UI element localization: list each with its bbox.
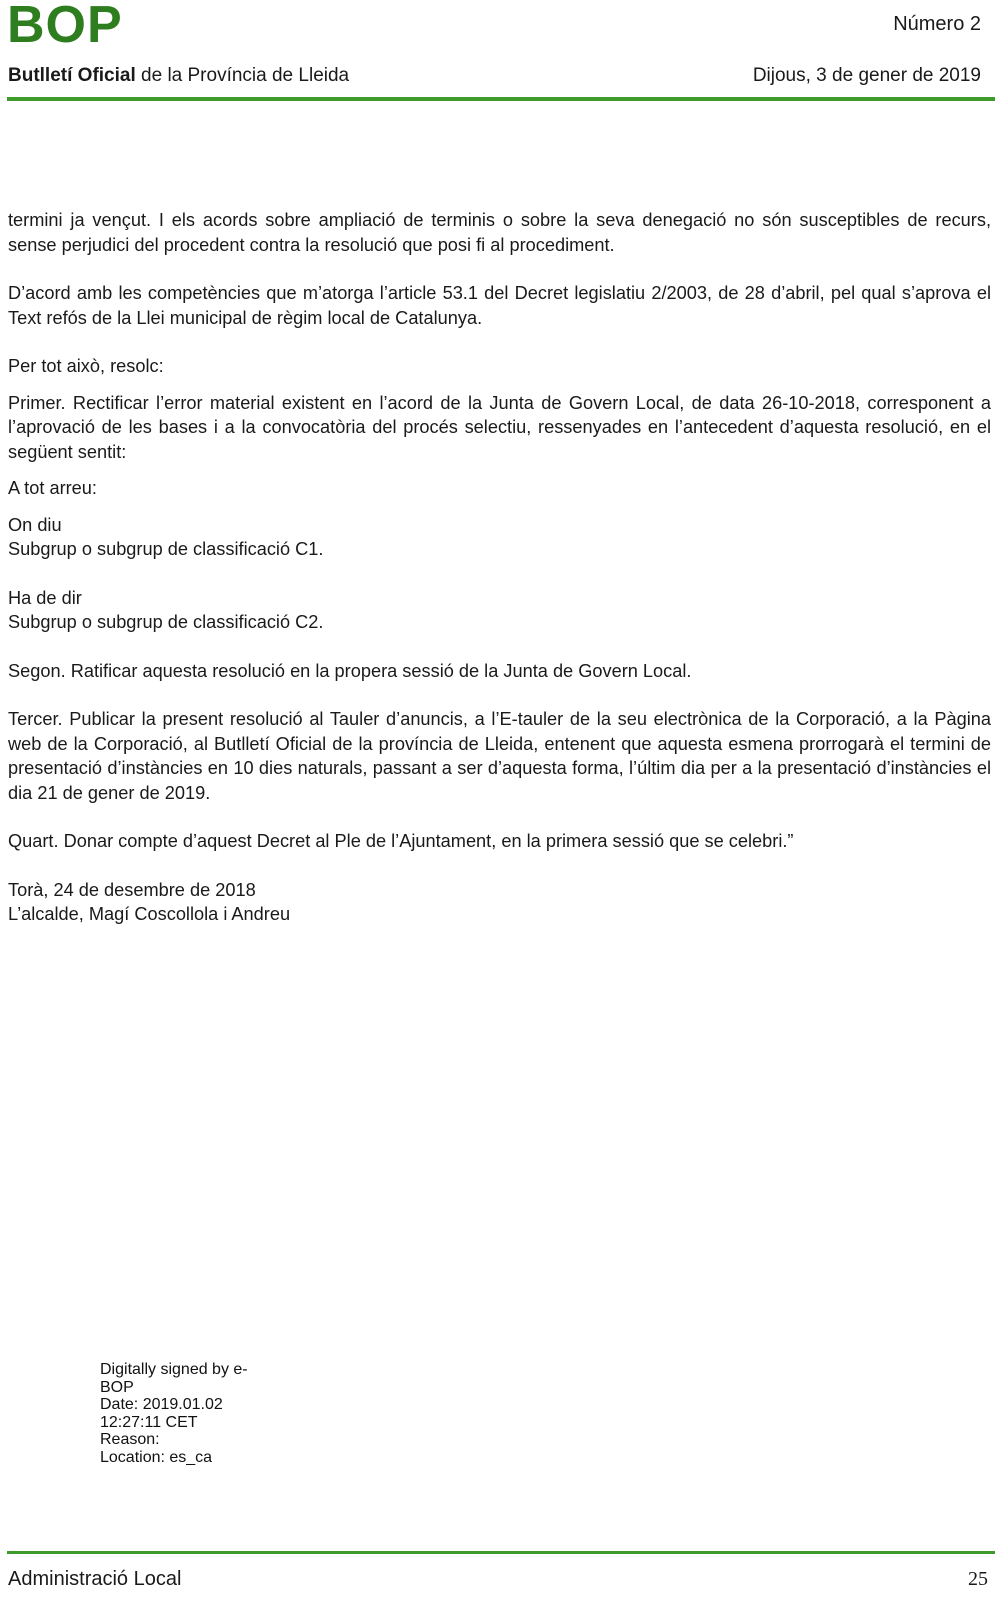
issue-number: Número 2 [893, 13, 981, 35]
signatory: L’alcalde, Magí Coscollola i Andreu [8, 904, 291, 924]
signature-line: BOP [100, 1378, 134, 1396]
paragraph: Primer. Rectificar l’error material existent en l’acord de la Junta de Govern Local, de data 26-10-2018, corresponent a l’aprovació de les bases i a la convocatòria del procés selectiu, ressenyades en l’antecedent d’aquesta resolució, en el següent sentit: [8, 392, 991, 462]
place-date: Torà, 24 de desembre de 2018 [8, 879, 256, 900]
paragraph: A tot arreu: [8, 478, 97, 498]
paragraph: termini ja vençut. I els acords sobre ampliació de terminis o sobre la seva denegació no són susceptibles de recurs, sense perjudici del procedent contra la resolució que posi fi al procediment. [8, 210, 991, 255]
paragraph: Subgrup o subgrup de classificació C1. [8, 539, 324, 559]
paragraph: Tercer. Publicar la present resolució al Tauler d’anuncis, a l’E-tauler de la seu electrònica de la Corporació, a la Pàgina web de la Corporació, al Butlletí Oficial de la província de Lleida, entenent que aquesta esmena prorrogarà el termini de presentació d’instàncies en 10 dies naturals, passant a ser d’aquesta forma, l’últim dia per a la presentació d’instàncies el dia 21 de gener de 2019. [8, 709, 991, 803]
signature-line: 12:27:11 CET [100, 1413, 198, 1431]
document-body [8, 208, 991, 927]
header-divider [7, 97, 995, 101]
paragraph: Segon. Ratificar aquesta resolució en la propera sessió de la Junta de Govern Local. [8, 660, 692, 681]
footer-section: Administració Local [8, 1568, 182, 1590]
publication-title [8, 64, 349, 88]
paragraph: On diu [8, 514, 62, 535]
signature-line: Digitally signed by e- [100, 1361, 248, 1378]
signature-line: Reason: [100, 1431, 160, 1448]
footer-divider [7, 1551, 995, 1554]
publication-date: Dijous, 3 de gener de 2019 [752, 65, 981, 86]
page-number: 25 [968, 1568, 988, 1590]
paragraph: Per tot això, resolc: [8, 356, 164, 376]
signature-line: Date: 2019.01.02 [100, 1396, 223, 1413]
digital-signature [100, 1361, 248, 1466]
paragraph: Ha de dir [8, 587, 82, 608]
publication-title-bold: Butlletí Oficial [8, 65, 136, 86]
logo: BOP [7, 0, 123, 54]
paragraph: Subgrup o subgrup de classificació C2. [8, 612, 324, 632]
publication-title-rest: de la Província de Lleida [135, 65, 350, 86]
paragraph: D’acord amb les competències que m’atorga l’article 53.1 del Decret legislatiu 2/2003, de 28 d’abril, pel qual s’aprova el Text refós de la Llei municipal de règim local de Catalunya. [8, 283, 991, 328]
signature-line: Location: es_ca [100, 1448, 213, 1466]
paragraph: Quart. Donar compte d’aquest Decret al Ple de l’Ajuntament, en la primera sessió que se celebri.” [8, 831, 794, 851]
